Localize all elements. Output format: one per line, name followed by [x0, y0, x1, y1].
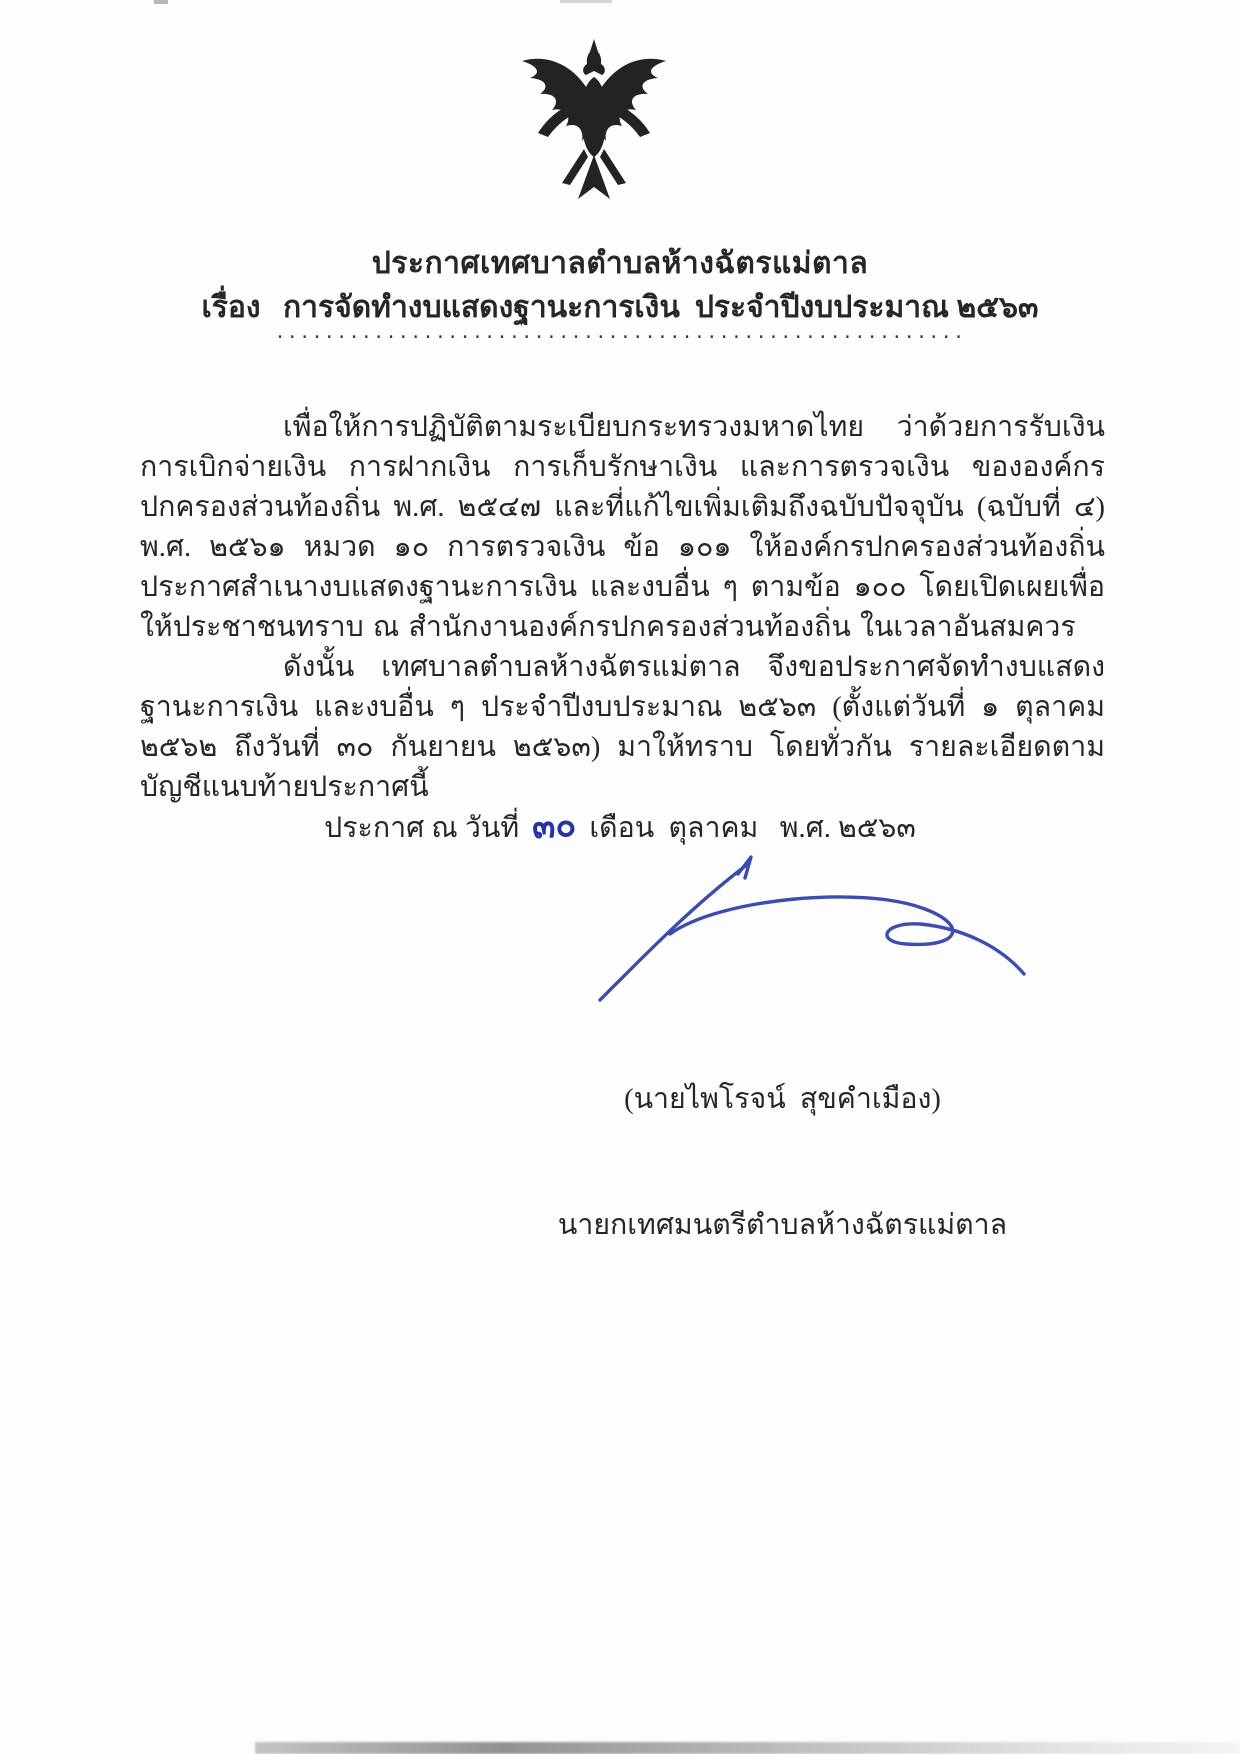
document-subject: เรื่อง การจัดทำงบแสดงฐานะการเงิน ประจำปีงบประมาณ ๒๕๖๓ — [201, 291, 1039, 324]
signer-position-title: นายกเทศมนตรีตำบลห้างฉัตรแม่ตาล — [557, 1210, 1008, 1241]
date-suffix: เดือน ตุลาคม พ.ศ. ๒๕๖๓ — [582, 813, 916, 844]
signature-ink-icon — [570, 842, 1050, 1004]
body-paragraph-2: ดังนั้น เทศบาลตำบลห้างฉัตรแม่ตาล จึงขอประกาศจัดทำงบแสดงฐานะการเงิน และงบอื่น ๆ ประจำปีงบประมาณ ๒๕๖๓ (ตั้งแต่วันที่ ๑ ตุลาคม ๒๕๖๒ ถึงวันที่ ๓๐ กันยายน ๒๕๖๓) มาให้ทราบ โดยทั่วกัน รายละเอียดตามบัญชีแนบท้ายประกาศนี้ — [140, 652, 1105, 803]
document-title: ประกาศเทศบาลตำบลห้างฉัตรแม่ตาล — [371, 247, 869, 280]
body-paragraph-1: เพื่อให้การปฏิบัติตามระเบียบกระทรวงมหาดไทย ว่าด้วยการรับเงิน การเบิกจ่ายเงิน การฝากเงิน การเก็บรักษาเงิน และการตรวจเงิน ขององค์กรปกครองส่วนท้องถิ่น พ.ศ. ๒๕๔๗ และที่แก้ไขเพิ่มเติมถึงฉบับปัจจุบัน (ฉบับที่ ๔) พ.ศ. ๒๕๖๑ หมวด ๑๐ การตรวจเงิน ข้อ ๑๐๑ ให้องค์กรปกครองส่วนท้องถิ่นประกาศสำเนางบแสดงฐานะการเงิน และงบอื่น ๆ ตามข้อ ๑๐๐ โดยเปิดเผยเพื่อให้ประชาชนทราบ ณ สำนักงานองค์กรปกครองส่วนท้องถิ่น ในเวลาอันสมควร — [140, 412, 1105, 643]
dotted-divider: ........................................................ — [274, 322, 966, 343]
garuda-emblem — [512, 36, 676, 208]
signature-area — [570, 842, 1050, 1004]
date-prefix: ประกาศ ณ วันที่ — [324, 813, 527, 844]
scan-artifact-top-left — [154, 0, 168, 4]
signature-text-block — [555, 995, 1010, 1331]
handwritten-day-number: ๓๐ — [531, 806, 578, 847]
scan-artifact-bottom-edge — [255, 1742, 1240, 1754]
garuda-emblem-icon — [514, 37, 674, 207]
signer-name: (นายไพโรจน์ สุขคำเมือง) — [624, 1084, 941, 1115]
scan-artifact-top-center — [560, 0, 612, 3]
